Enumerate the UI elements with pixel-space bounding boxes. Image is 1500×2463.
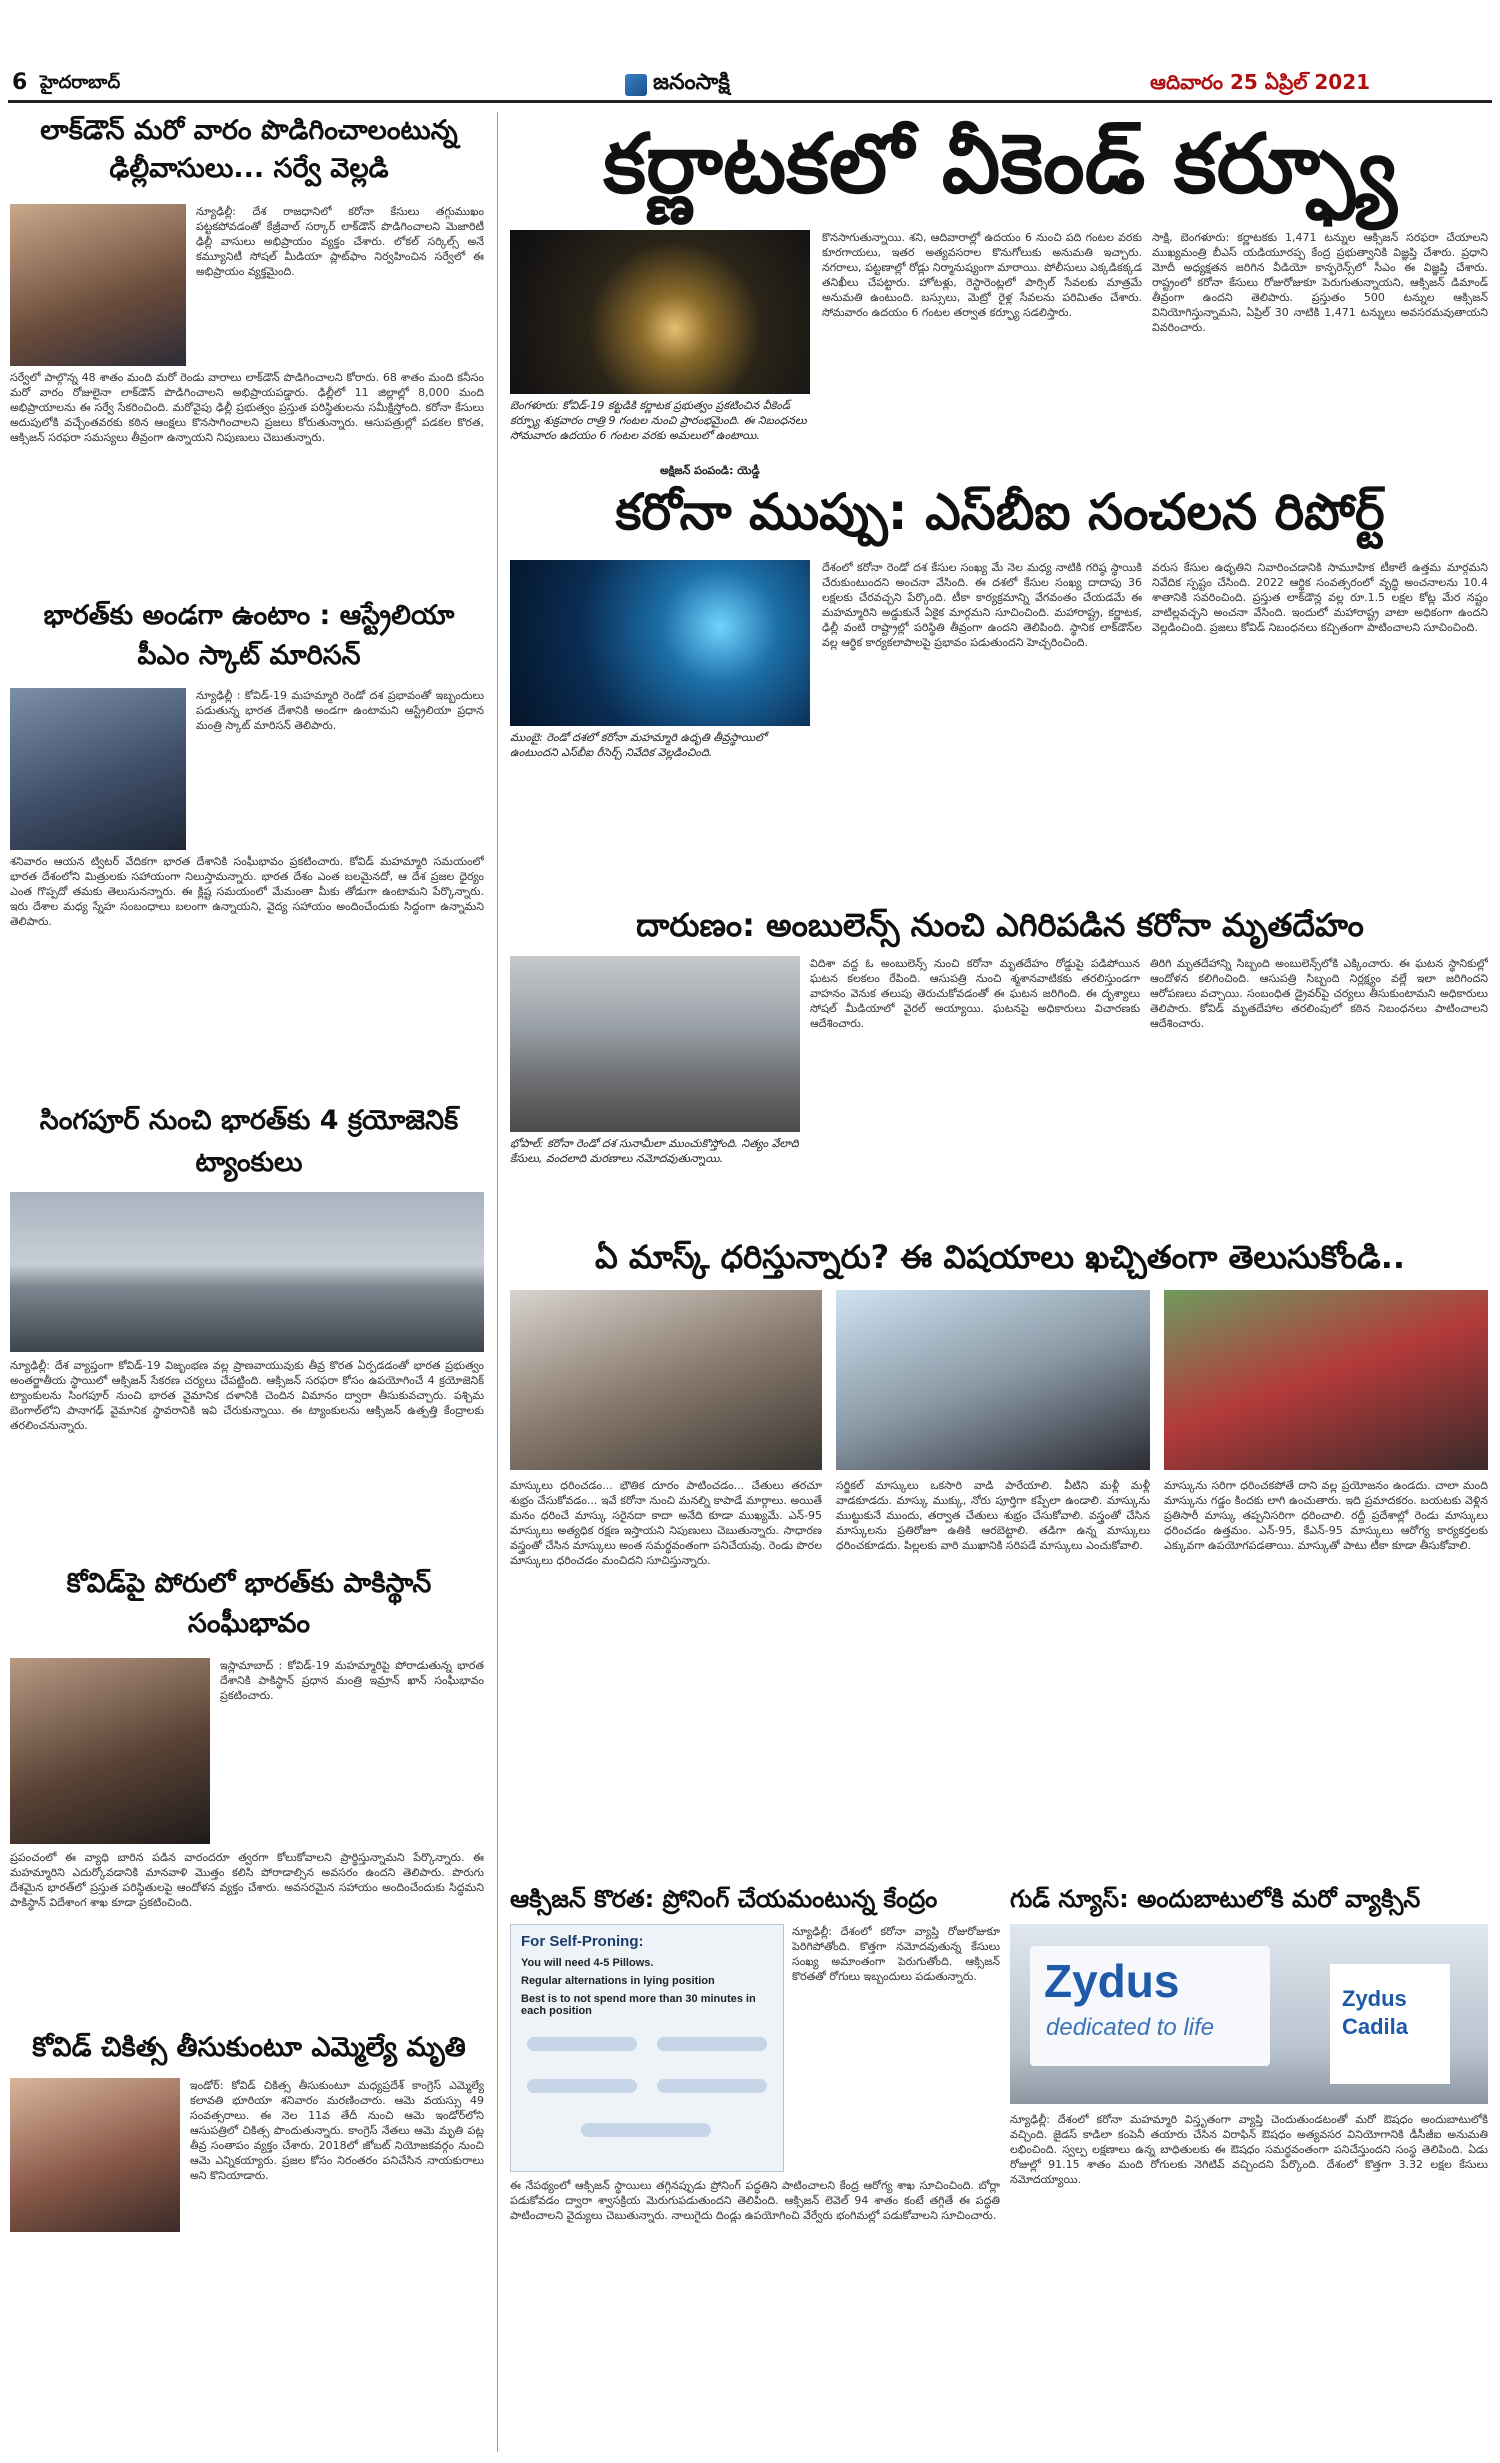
left-story1-headline: లాక్‌డౌన్ మరో వారం పొడిగించాలంటున్న ఢిల్లీవాసులు... సర్వే వెల్లడి [40,115,458,184]
position-2 [657,2037,767,2051]
imran-khan-photo [10,1658,210,1844]
kejriwal-photo [10,204,186,366]
mask-body-b: సర్జికల్ మాస్కులు ఒకసారి వాడి పారేయాలి. వీటిని మళ్లీ మళ్లీ వాడకూడదు. మాస్కు ముక్కు, నోరు పూర్తిగా కప్పేలా ఉండాలి. మాస్కును ముట్టుకునే ముందు, తర్వాత చేతులు శుభ్రం చేసుకోవాలి. వస్త్రంతో చేసిన మాస్కులను ప్రతిరోజూ ఉతికి ఆరబెట్టాలి. తడిగా ఉన్న మాస్కులు ధరించకూడదు. పిల్లలకు వారి ముఖానికి సరిపడే మాస్కులు ఎంచుకోవాలి. [836,1479,1150,1552]
left-story3-headline: సింగపూర్ నుంచి భారత్‌కు 4 క్రయోజెనిక్ ట్యాంకులు [39,1105,459,1178]
position-4 [657,2079,767,2093]
virus-illustration [510,560,810,726]
proning-positions-diagram [521,2027,773,2163]
position-5 [581,2123,711,2137]
zydus-brand: Zydus [1044,1955,1180,2007]
lead-byline: అక్షిజన్ పంపండి: యెడ్డీ [660,464,760,477]
cryogenic-tank-photo [10,1192,484,1352]
mask-body-a: మాస్కులు ధరించడం... భౌతిక దూరం పాటించడం... చేతులు తరచూ శుభ్రం చేసుకోవడం... ఇవే కరోనా నుంచి మనల్ని కాపాడే మార్గాలు. అయితే మనం ధరించే మాస్కు సరైనదా కాదా అనేది కూడా ముఖ్యమే. ఎన్-95 మాస్కులు అత్యధిక రక్షణ ఇస్తాయని నిపుణులు చెబుతున్నారు. సాధారణ వస్త్రంతో చేసిన మాస్కులు అంత సమర్థవంతంగా పనిచేయవు. రెండు పొరల మాస్కులు ధరించడం మంచిదని సూచిస్తున్నారు. [510,1479,822,1567]
masthead-title: జనంసాక్షి [653,70,730,95]
mla-photo [10,2078,180,2232]
infographic-title: For Self-Proning: [521,1933,644,1950]
oxygen-body-a: న్యూఢిల్లీ: దేశంలో కరోనా వ్యాప్తి రోజురోజుకూ పెరిగిపోతోంది. కొత్తగా నమోదవుతున్న కేసులు సంఖ్య అమాంతంగా పెరుగుతోంది. ఆక్సిజన్ కొరతతో రోగులు ఇబ్బందులు పడుతున్నారు. [792,1925,1000,1983]
city-label: హైదరాబాద్ [40,72,121,93]
zydus-photo [1010,1924,1488,2104]
zydus-logo [1030,1946,1270,2066]
header-rule [8,100,1492,103]
zydus-tagline: dedicated to life [1046,2014,1215,2041]
oxygen-headline: ఆక్సిజన్ కొరత: ప్రోనింగ్ చేయమంటున్న కేంద్రం [510,1885,938,1913]
left-story5-body: ఇండోర్: కోవిడ్ చికిత్స తీసుకుంటూ మధ్యప్రదేశ్ కాంగ్రెస్ ఎమ్మెల్యే కలావతి భూరియా శనివారం మరణించారు. ఆమె వయస్సు 49 సంవత్సరాలు. ఈ నెల 11వ తేదీ నుంచి ఆమె ఇండోర్‌లోని ఆసుపత్రిలో చికిత్స పొందుతున్నారు. కాంగ్రెస్ నేతలు ఆమె మృతి పట్ల తీవ్ర సంతాపం వ్యక్తం చేశారు. 2018లో జోబట్ నియోజకవర్గం నుంచి ఆమె ఎన్నికయ్యారు. ప్రజల కోసం నిరంతరం పనిచేసిన నాయకురాలు అని కొనియాడారు. [190,2079,484,2182]
lead-headline: కర్ణాటకలో వీకెండ్ కర్ఫ్యూ [603,117,1397,212]
masthead [625,70,730,100]
masthead-logo-icon [625,74,647,96]
infographic-line2: Regular alternations in lying position [521,1975,715,1987]
mask-photo-2 [836,1290,1150,1470]
sbi-caption: ముంబై: రెండో దశలో కరోనా మహమ్మారి ఉధృతి తీవ్రస్థాయిలో ఉంటుందని ఎస్‌బీఐ రీసెర్చ్ నివేదిక వెల్లడించింది. [510,731,767,759]
left-story1-lead: న్యూఢిల్లీ: దేశ రాజధానిలో కరోనా కేసులు తగ్గుముఖం పట్టకపోవడంతో కేజ్రీవాల్ సర్కార్ లాక్‌డౌన్ పొడిగించాలని మెజారిటీ ఢిల్లీ వాసులు అభిప్రాయం వ్యక్తం చేశారు. లోకల్ సర్కిల్స్ అనే కమ్యూనిటీ సోషల్ మీడియా ప్లాట్‌ఫాం నిర్వహించిన సర్వేలో ఈ అభిప్రాయం వ్యక్తమైంది. [196,205,484,278]
infographic-line3: Best is to not spend more than 30 minutes in each position [521,1993,756,2017]
ambulance-body-b: తిరిగి మృతదేహాన్ని సిబ్బంది అంబులెన్స్‌లోకి ఎక్కించారు. ఈ ఘటన స్థానికుల్లో ఆందోళన కలిగించింది. ఆసుపత్రి సిబ్బంది నిర్లక్ష్యం వల్లే ఇలా జరిగిందని ఆరోపణలు వచ్చాయి. సంబంధిత డ్రైవర్‌పై చర్యలు తీసుకుంటామని అధికారులు తెలిపారు. కోవిడ్ మృతదేహాల తరలింపులో కఠిన నిబంధనలు పాటించాలని ఆదేశించారు. [1150,957,1488,1030]
vaccine-headline: గుడ్ న్యూస్: అందుబాటులోకి మరో వ్యాక్సిన్ [1010,1885,1421,1913]
lead-body-b: సాక్షి, బెంగళూరు: కర్ణాటకకు 1,471 టన్నుల ఆక్సిజన్ సరఫరా చేయాలని ముఖ్యమంత్రి బీఎస్ యడియూరప్ప కేంద్ర ప్రభుత్వానికి విజ్ఞప్తి చేశారు. ప్రధాని మోదీ అధ్యక్షతన జరిగిన వీడియో కాన్ఫరెన్స్‌లో సీఎం ఈ విజ్ఞప్తి చేశారు. రాష్ట్రంలో కరోనా కేసులు రోజురోజుకూ పెరుగుతున్నాయని, ఆక్సిజన్ డిమాండ్ తీవ్రంగా ఉందని తెలిపారు. ప్రస్తుతం 500 టన్నుల ఆక్సిజన్ వినియోగిస్తున్నామని, ఏప్రిల్ 30 నాటికి 1,471 టన్నులు అవసరమవుతాయని వివరించారు. [1152,231,1488,334]
left-story2-body: శనివారం ఆయన ట్విటర్ వేదికగా భారత దేశానికి సంఘీభావం ప్రకటించారు. కోవిడ్ మహమ్మారి సమయంలో భారత దేశంలోని మిత్రులకు సహాయంగా నిలుస్తామన్నారు. భారత దేశం ఎంత బలమైనదో, ఆ దేశ ప్రజల ధైర్యం ఎంత గొప్పదో తమకు తెలుసునన్నారు. ఈ క్లిష్ట సమయంలో మేమంతా మీకు తోడుగా ఉంటామని పేర్కొన్నారు. ఇరు దేశాల మధ్య స్నేహ సంబంధాలు బలంగా ఉన్నాయని, వైద్య సహాయం అందించేందుకు సిద్ధంగా ఉన్నామని తెలిపారు. [10,855,484,928]
morrison-photo [10,688,186,850]
lead-body-a: కొనసాగుతున్నాయి. శని, ఆదివారాల్లో ఉదయం 6 నుంచి పది గంటల వరకు కూరగాయలు, ఇతర అత్యవసరాల కొనుగోలుకు అనుమతి ఇచ్చారు. నగరాలు, పట్టణాల్లో రోడ్లు నిర్మానుష్యంగా మారాయి. పోలీసులు ఎక్కడికక్కడ తనిఖీలు చేపట్టారు. హోటళ్లు, రెస్టారెంట్లలో పార్సిల్ సేవలకు మాత్రమే అనుమతి ఉంటుంది. బస్సులు, మెట్రో రైళ్ల సేవలను పరిమితం చేశారు. సోమవారం ఉదయం 6 గంటల తర్వాత కర్ఫ్యూ సడలిస్తారు. [822,231,1142,319]
proning-infographic [510,1924,784,2172]
sbi-body-b: వరుస కేసుల ఉధృతిని నివారించడానికి సామూహిక టీకాలే ఉత్తమ మార్గమని నివేదిక స్పష్టం చేసింది. 2022 ఆర్థిక సంవత్సరంలో వృద్ధి అంచనాలను 10.4 శాతానికి సవరించింది. ప్రస్తుత లాక్‌డౌన్ల వల్ల రూ.1.5 లక్షల కోట్ల మేర నష్టం వాటిల్లవచ్చని అంచనా వేసింది. ఇందులో మహారాష్ట్ర వాటా అధికంగా ఉందని వెల్లడించింది. ప్రజలు కోవిడ్ నిబంధనలు కచ్చితంగా పాటించాలని సూచించింది. [1152,561,1488,634]
vaccine-body: న్యూఢిల్లీ: దేశంలో కరోనా మహమ్మారి విస్తృతంగా వ్యాప్తి చెందుతుండటంతో మరో ఔషధం అందుబాటులోకి వచ్చింది. జైడస్ కాడిలా కంపెనీ తయారు చేసిన విరాఫిన్ ఔషధం అత్యవసర వినియోగానికి డీసీజీఐ అనుమతి లభించింది. స్వల్ప లక్షణాలు ఉన్న బాధితులకు ఈ ఔషధం సమర్థవంతంగా పనిచేస్తుందని సంస్థ తెలిపింది. ఏడు రోజుల్లో 91.15 శాతం మంది రోగులకు నెగిటివ్ వచ్చిందని పేర్కొంది. దేశంలో కొత్తగా 3.32 లక్షల కేసులు నమోదయ్యాయి. [1010,2113,1488,2186]
mask-body-c: మాస్కును సరిగా ధరించకపోతే దాని వల్ల ప్రయోజనం ఉండదు. చాలా మంది మాస్కును గడ్డం కిందకు లాగి ఉంచుతారు. ఇది ప్రమాదకరం. బయటకు వెళ్లిన ప్రతిసారీ మాస్కు తప్పనిసరిగా ధరించాలి. రద్దీ ప్రదేశాల్లో రెండు మాస్కులు ధరించడం ఉత్తమం. ఎన్-95, కేఎన్-95 మాస్కులు ఆరోగ్య కార్యకర్తలకు ఎక్కువగా ఉపయోగపడతాయి. మాస్కుతో పాటు టీకా కూడా తీసుకోవాలి. [1164,1479,1488,1552]
zydus-sign-cadila: Cadila [1342,2014,1409,2039]
left-story5-headline: కోవిడ్ చికిత్స తీసుకుంటూ ఎమ్మెల్యే మృతి [32,2032,466,2063]
zydus-cadila-sign [1330,1964,1450,2084]
sbi-headline: కరోనా ముప్పు: ఎస్‌బీఐ సంచలన రిపోర్ట్ [615,483,1385,541]
mask-photo-3 [1164,1290,1488,1470]
left-story4-body: ప్రపంచంలో ఈ వ్యాధి బారిన పడిన వారందరూ త్వరగా కోలుకోవాలని ప్రార్థిస్తున్నామని పేర్కొన్నారు. ఈ మహమ్మారిని ఎదుర్కోవడానికి మానవాళి మొత్తం కలిసి పోరాడాల్సిన అవసరం ఉందని తెలిపారు. పొరుగు దేశమైన భారత్‌లో ప్రస్తుత పరిస్థితులపై ఆందోళన వ్యక్తం చేశారు. అవసరమైన సహాయం అందించేందుకు సిద్ధమని పాకిస్థాన్ విదేశాంగ శాఖ కూడా ప్రకటించింది. [10,1851,484,1909]
curfew-night-photo [510,230,810,394]
lead-caption: బెంగళూరు: కోవిడ్-19 కట్టడికి కర్ణాటక ప్రభుత్వం ప్రకటించిన వీకెండ్ కర్ఫ్యూ శుక్రవారం రాత్రి 9 గంటల నుంచి ప్రారంభమైంది. ఈ నిబంధనలు సోమవారం ఉదయం 6 గంటల వరకు అమలులో ఉంటాయి. [510,399,807,442]
ambulance-headline: దారుణం: అంబులెన్స్ నుంచి ఎగిరిపడిన కరోనా మృతదేహం [636,906,1364,944]
left-story3-body: న్యూఢిల్లీ: దేశ వ్యాప్తంగా కోవిడ్-19 విజృంభణ వల్ల ప్రాణవాయువుకు తీవ్ర కొరత ఏర్పడడంతో భారత ప్రభుత్వం అంతర్జాతీయ స్థాయిలో ఆక్సిజన్ సేకరణ చర్యలు చేపట్టింది. ఆక్సిజన్ సరఫరా కోసం ఉపయోగించే 4 క్రయోజెనిక్ ట్యాంకులను సింగపూర్ నుంచి భారత వైమానిక దళానికి చెందిన విమానం ద్వారా తీసుకువచ్చారు. పశ్చిమ బెంగాల్‌లోని పానాగఢ్ వైమానిక స్థావరానికి ఇవి చేరుకున్నాయి. ఈ ట్యాంకులను ఆక్సిజన్ ఉత్పత్తి కేంద్రాలకు తరలించనున్నారు. [10,1359,484,1432]
left-story2-lead: న్యూఢిల్లీ : కోవిడ్-19 మహమ్మారి రెండో దశ ప్రభావంతో ఇబ్బందులు పడుతున్న భారత దేశానికి అండగా ఉంటామని ఆస్ట్రేలియా ప్రధాన మంత్రి స్కాట్ మారిసన్ తెలిపారు. [196,689,484,732]
infographic-line1: You will need 4-5 Pillows. [521,1957,654,1969]
left-story1-body: సర్వేలో పాల్గొన్న 48 శాతం మంది మరో రెండు వారాలు లాక్‌డౌన్ పొడిగించాలని కోరారు. 68 శాతం మంది కనీసం మరో వారం రోజులైనా లాక్‌డౌన్ పొడిగించాలని అభిప్రాయపడ్డారు. ఢిల్లీలో 11 జిల్లాల్లో 8,000 మంది అభిప్రాయాలను ఈ సర్వే సేకరించింది. మరోవైపు ఢిల్లీ ప్రభుత్వం ప్రస్తుత పరిస్థితులను సమీక్షిస్తోంది. కరోనా కేసులు అదుపులోకి వచ్చేంతవరకు కఠిన ఆంక్షలు కొనసాగించాలని ప్రజలు కోరుతున్నారు. ఆసుపత్రుల్లో పడకల కొరత, ఆక్సిజన్ సరఫరా సమస్యలు తీవ్రంగా ఉన్నాయని నిపుణులు చెబుతున్నారు. [10,371,484,444]
ambulance-caption: భోపాల్: కరోనా రెండో దశ సునామీలా ముంచుకొస్తోంది. నిత్యం వేలాది కేసులు, వందలాది మరణాలు నమోదవుతున్నాయి. [510,1137,799,1165]
left-story4-lead: ఇస్లామాబాద్ : కోవిడ్-19 మహమ్మారిపై పోరాడుతున్న భారత దేశానికి పాకిస్థాన్ ప్రధాన మంత్రి ఇమ్రాన్ ఖాన్ సంఘీభావం ప్రకటించారు. [220,1659,484,1702]
mask-photo-1 [510,1290,822,1470]
position-3 [527,2079,637,2093]
page-header [0,0,1500,100]
column-divider [497,112,498,2452]
position-1 [527,2037,637,2051]
sbi-body-a: దేశంలో కరోనా రెండో దశ కేసుల సంఖ్య మే నెల మధ్య నాటికి గరిష్ఠ స్థాయికి చేరుకుంటుందని అంచనా వేసింది. ఈ దశలో కేసుల సంఖ్య దాదాపు 36 లక్షలకు చేరవచ్చని పేర్కొంది. టీకా కార్యక్రమాన్ని వేగవంతం చేయడమే ఈ మహమ్మారిని అడ్డుకునే ఏకైక మార్గమని సూచించింది. మహారాష్ట్ర, కర్ణాటక, ఢిల్లీ వంటి రాష్ట్రాల్లో పరిస్థితి తీవ్రంగా ఉందని తెలిపింది. స్థానిక లాక్‌డౌన్‌ల వల్ల ఆర్థిక కార్యకలాపాలపై ప్రభావం పడుతుందని హెచ్చరించింది. [822,561,1142,649]
ambulance-photo [510,956,800,1132]
zydus-sign-brand: Zydus [1342,1986,1407,2011]
mask-headline: ఏ మాస్క్ ధరిస్తున్నారు? ఈ విషయాలు ఖచ్చితంగా తెలుసుకోండి.. [594,1238,1406,1276]
ambulance-body-a: విదిశా వద్ద ఓ అంబులెన్స్ నుంచి కరోనా మృతదేహం రోడ్డుపై పడిపోయిన ఘటన కలకలం రేపింది. ఆసుపత్రి నుంచి శ్మశానవాటికకు తరలిస్తుండగా వాహనం వెనుక తలుపు తెరుచుకోవడంతో ఈ ఘటన జరిగింది. ఈ దృశ్యాలు సోషల్ మీడియాలో వైరల్ అయ్యాయి. ఘటనపై అధికారులు విచారణకు ఆదేశించారు. [810,957,1140,1030]
issue-date: ఆదివారం 25 ఏప్రిల్ 2021 [1150,70,1371,94]
left-story4-headline: కోవిడ్‌పై పోరులో భారత్‌కు పాకిస్థాన్ సంఘీభావం [66,1568,432,1639]
left-story2-headline: భారత్‌కు అండగా ఉంటాం : ఆస్ట్రేలియా పీఎం స్కాట్ మారిసన్ [43,600,455,671]
page-number: 6 [12,70,28,95]
oxygen-body-b: ఈ నేపథ్యంలో ఆక్సిజన్ స్థాయిలు తగ్గినప్పుడు ప్రోనింగ్ పద్ధతిని పాటించాలని కేంద్ర ఆరోగ్య శాఖ సూచించింది. బోర్లా పడుకోవడం ద్వారా శ్వాసక్రియ మెరుగుపడుతుందని తెలిపింది. ఆక్సిజన్ లెవెల్ 94 శాతం కంటే తగ్గితే ఈ పద్ధతి పాటించాలని వైద్యులు చెబుతున్నారు. నాలుగైదు దిండ్లు ఉపయోగించి వేర్వేరు భంగిమల్లో పడుకోవాలని సూచించారు. [510,2179,1000,2222]
